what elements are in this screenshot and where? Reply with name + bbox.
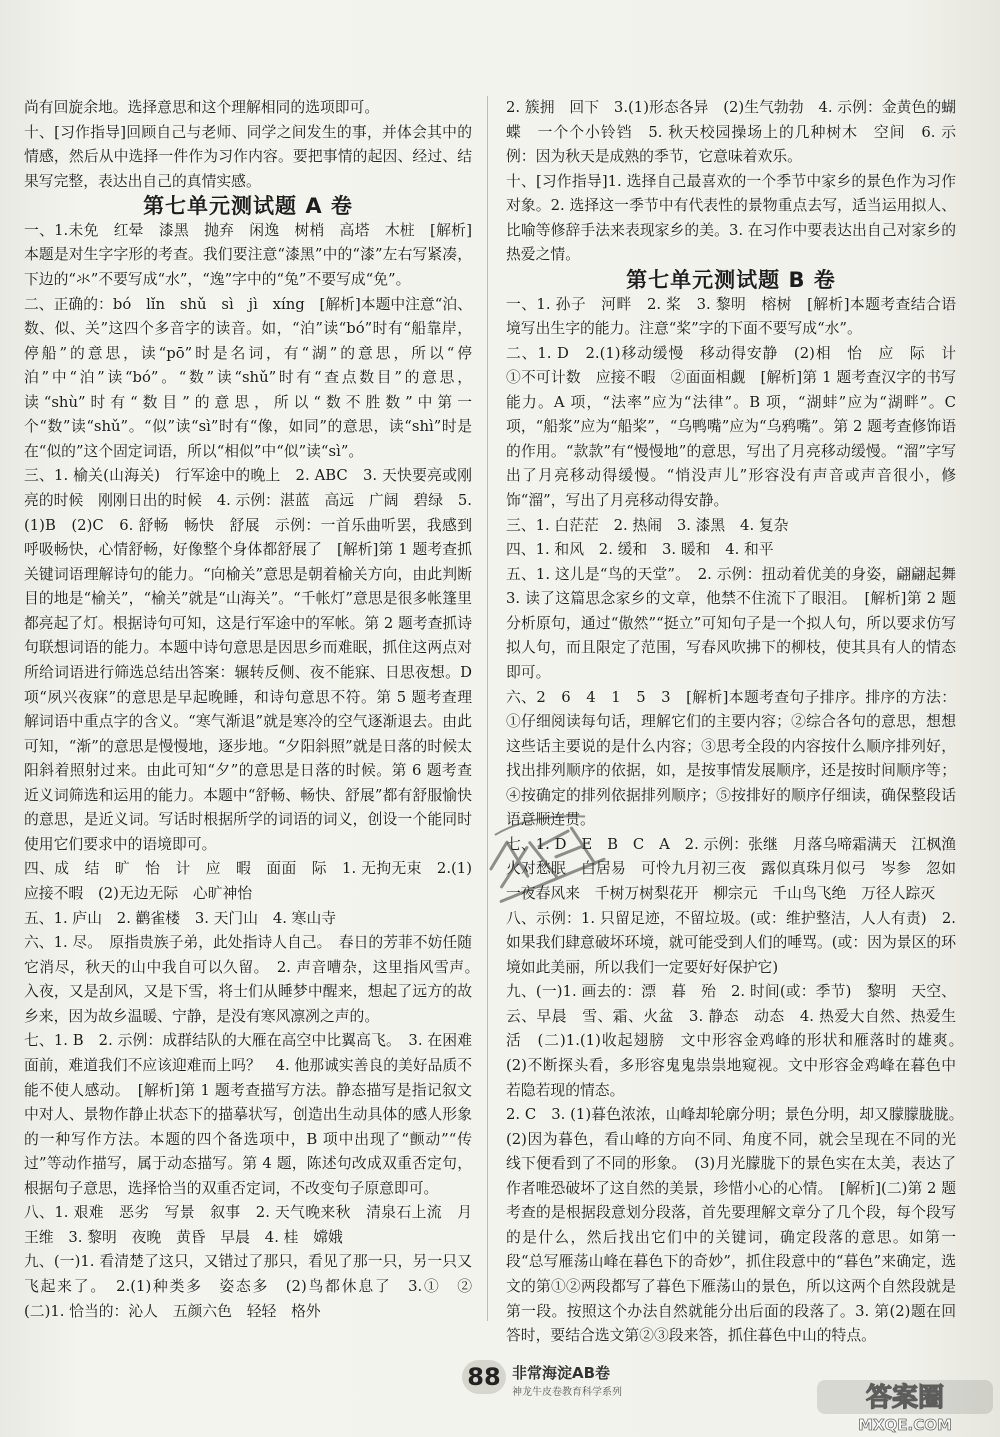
answer-paragraph: 八、示例：1. 只留足迹，不留垃圾。(或：维护整洁，人人有责) 2. 如果我们肆意破坏环境，就可能受到人们的唾骂。(或：因为景区的环境如此美丽，所以我们一定要好好保护它) [506, 909, 956, 976]
answer-paragraph: 2. 簇拥 回下 3.(1)形态各异 (2)生气勃勃 4. 示例：金黄色的蝴蝶 一个个小铃铛 5. 秋天校园操场上的几种树木 空间 6. 示例：因为秋天是成熟的季节，它意味着欢乐。 [506, 99, 956, 166]
answer-paragraph: 二、正确的：bó lǐn shǔ sì jì xíng [解析]本题中注意“泊、数、似、关”这四个多音字的读音。如，“泊”读“bó”时有“船靠岸，停船”的意思，读“pō”时是名词，有“湖”的意思，所以“停泊”中“泊”读“bó”。“数”读“shǔ”时有“查点数目”的意思，读“shù”时有“数目”的意思，所以“数不胜数”中第一个“数”读“shǔ”。“似”读“sì”时有“像，如同”的意思，读“shì”时是在“似的”这个固定词语，所以“相似”中“似”读“sì”。 [24, 295, 472, 460]
answer-paragraph: 九、(一)1. 画去的：漂 暮 殆 2. 时间(或：季节) 黎明 天空、云、早晨 雪、霜、火盆 3. 静态 动态 4. 热爱大自然、热爱生活 (二)1.(1)收起翅膀 文中形容金鸡峰的形状和雁落时的雄爽。 (2)不断探头看，多形容鬼鬼祟祟地窥视。文中形容金鸡峰在暮色中若隐若现的情态。 [506, 983, 971, 1099]
series-subtitle: 神龙牛皮卷教育科学系列 [512, 1387, 622, 1398]
answer-paragraph: 九、(一)1. 看清楚了这只，又错过了那只，看见了那一只，另一只又飞起来了。 2.(1)种类多 姿态多 (2)鸟都休息了 3.① ② (二)1. 恰当的：沁人 五颜六色 轻轻 格外 [24, 1253, 487, 1320]
answer-paragraph: 二、1. D 2.(1)移动缓慢 移动得安静 (2)相 怡 应 际 计 ①不可计数 应接不暇 ②面面相觑 [解析]第 1 题考查汉字的书写能力。A 项，“法率”应为“法律”。B 项，“湖蚌”应为“湖畔”。C 项，“船浆”应为“船桨”，“乌鸭嘴”应为“乌鸦嘴”。第 2 题考查修饰语的作用。“款款”有“慢慢地”的意思，写出了月亮移动缓慢。“溜”字写出了月亮移动得缓慢。“悄没声儿”形容没有声音或声音很小，修饰“溜”，写出了月亮移动得安静。 [506, 344, 971, 509]
answer-paragraph: 四、1. 和风 2. 缓和 3. 暖和 4. 和平 [506, 541, 774, 559]
answer-paragraph: 一、1. 孙子 河畔 2. 桨 3. 黎明 榕树 [解析]本题考查结合语境写出生字的能力。注意“桨”字的下面不要写成“水”。 [506, 295, 956, 338]
answer-paragraph: 四、成 结 旷 怡 计 应 暇 面面 际 1. 无拘无束 2.(1)应接不暇 (2)无边无际 心旷神怡 [24, 860, 472, 902]
answer-paragraph: 七、1. D E B C A 2. 示例：张继 月落乌啼霜满天 江枫渔火对愁眠 白居易 可怜九月初三夜 露似真珠月似弓 岑参 忽如一夜春风来 千树万树梨花开 柳宗元 千山鸟飞绝 万径人踪灭 [506, 835, 956, 902]
answer-paragraph: 七、1. B 2. 示例：成群结队的大雁在高空中比翼高飞。 3. 在困难面前，难道我们不应该迎难而上吗？ 4. 他那诚实善良的美好品质不能不使人感动。 [解析]第 1 题考查描写方法。静态描写是指记叙文中对人、景物作静止状态下的描摹状写，创造出生动具体的感人形象的一种写作方法。本题的四个备选项中，B 项中出现了“颤动”“传过”等动作描写，属于动态描写。第 4 题，陈述句改成双重否定句，根据句子意思，选择恰当的双重否定词，不改变句子原意即可。 [24, 1032, 472, 1197]
svg-text:答案圈: 答案圈 [865, 1383, 945, 1413]
column-divider [487, 96, 488, 1321]
svg-text:MXQE.COM: MXQE.COM [858, 1416, 952, 1434]
page-number: 88 [462, 1360, 506, 1394]
answer-paragraph: 八、1. 艰难 恶劣 写景 叙事 2. 天气晚来秋 清泉石上流 月 王维 3. 黎明 夜晚 黄昏 早晨 4. 桂 嫦娥 [24, 1204, 487, 1246]
answer-paragraph: 五、1. 庐山 2. 鹳雀楼 3. 天门山 4. 寒山寺 [24, 909, 337, 927]
answer-paragraph: 尚有回旋余地。选择意思和这个理解相同的选项即可。 [24, 99, 380, 116]
answer-paragraph: 十、[习作指导]1. 选择自己最喜欢的一个季节中家乡的景色作为习作对象。2. 选择这一季节中有代表性的景物重点去写，适当运用拟人、比喻等修辞手法来表现家乡的美。3. 在习作中要表达出自己对家乡的热爱之情。 [506, 172, 956, 264]
section-heading: 第七单元测试题 B 卷 [626, 267, 836, 292]
section-heading: 第七单元测试题 A 卷 [143, 194, 353, 219]
answer-paragraph: 三、1. 白茫茫 2. 热闹 3. 漆黑 4. 复杂 [506, 516, 789, 534]
answer-paragraph: 五、1. 这儿是“鸟的天堂”。 2. 示例：扭动着优美的身姿，翩翩起舞 3. 读了这篇思念家乡的文章，他禁不住流下了眼泪。 [解析]第 2 题分析原句，通过“傲然”“挺立”可知句子是一个拟人句，所以要求仿写拟人句，而且限定了范围，写春风吹拂下的柳枝，使其具有人的情态即可。 [506, 565, 971, 681]
answer-paragraph: 六、2 6 4 1 5 3 [解析]本题考查句子排序。排序的方法：①仔细阅读每句话，理解它们的主要内容；②综合各句的意思，想想这些话主要说的是什么内容；③思考全段的内容按什么顺序排列好，找出排列顺序的依据，如，是按事情发展顺序，还是按时间顺序等；④按确定的排列依据排列顺序；⑤按排好的顺序仔细读，确保整段话语意顺连贯。 [506, 688, 956, 829]
answer-paragraph: 三、1. 榆关(山海关) 行军途中的晚上 2. ABC 3. 天快要亮或刚亮的时候 刚刚日出的时候 4. 示例：湛蓝 高远 广阔 碧绿 5.(1)B (2)C 6. 舒畅 畅快 舒展 示例：一首乐曲听罢，我感到呼吸畅快，心情舒畅，好像整个身体都舒展了 [解析]第 1 题考查抓关键词语理解诗句的能力。“向榆关”意思是朝着榆关方向，由此判断目的地是“榆关”，“榆关”就是“山海关”。“千帐灯”意思是很多帐篷里都亮起了灯。根据诗句可知，这是行军途中的军帐。第 2 题考查抓诗句联想词语的能力。本题中诗句意思是因思乡而难眠，抓住这两点对所给词语进行筛选总结出答案：辗转反侧、夜不能寐、日思夜想。D 项“夙兴夜寐”的意思是早起晚睡，和诗句意思不符。第 5 题考查理解词语中重点字的含义。“寒气渐退”就是寒冷的空气逐渐退去。由此可知，“渐”的意思是慢慢地，逐步地。“夕阳斜照”就是日落的时候太阳斜着照射过来。由此可知“夕”的意思是日落的时候。第 6 题考查近义词筛选和运用的能力。本题中“舒畅、畅快、舒展”都有舒服愉快的意思，是近义词。写话时根据所学的词语的词义，创设一个能同时使用它们要求中的语境即可。 [24, 467, 472, 853]
right-column [506, 96, 971, 1349]
left-column [24, 96, 487, 1324]
watermark-logo [815, 1378, 995, 1434]
answer-paragraph: 六、1. 尽。 原指贵族子弟，此处指诗人自己。 春日的芳菲不妨任随它消尽，秋天的山中我自可以久留。 2. 声音嘈杂，这里指风雪声。 入夜，又是刮风，又是下雪，将士们从睡梦中醒来，想起了远方的故乡来，因为故乡温暖、宁静，是没有寒风凛冽之声的。 [24, 934, 487, 1025]
answer-paragraph: 2. C 3. (1)暮色浓浓，山峰却轮廓分明；景色分明，却又朦朦胧胧。 (2)因为暮色，看山峰的方向不同、角度不同，就会呈现在不同的光线下便看到了不同的形象。 (3)月光朦胧下的景色实在太美，表达了作者唯恐破坏了这自然的美景，珍惜小心的心情。 [解析](二)第 2 题考查的是根据段意划分段落，首先要理解文章分了几个段，每个段写的是什么，然后找出它们中的关键词，确定段落的意思。如第一段“总写雁荡山峰在暮色下的奇妙”，抓住段意中的“暮色”来确定，选文的第①②两段都写了暮色下雁荡山的景色，所以这两个自然段就是第一段。按照这个办法自然就能分出后面的段落了。3. 第(2)题在回答时，要结合选文第②③段来答，抓住暮色中山的特点。 [506, 1106, 971, 1345]
series-title: 非常海淀AB卷 [512, 1364, 611, 1382]
answer-paragraph: 十、[习作指导]回顾自己与老师、同学之间发生的事，并体会其中的情感，然后从中选择一件作为习作内容。要把事情的起因、经过、结果写完整，表达出自己的真情实感。 [24, 123, 472, 190]
answer-paragraph: 一、1.未免 红晕 漆黑 抛弃 闲逸 树梢 高塔 木桩 [解析]本题是对生字字形的考查。我们要注意“漆黑”中的“漆”左右写紧凑，下边的“氺”不要写成“水”，“逸”字中的“兔”不要写成“免”。 [24, 221, 472, 288]
